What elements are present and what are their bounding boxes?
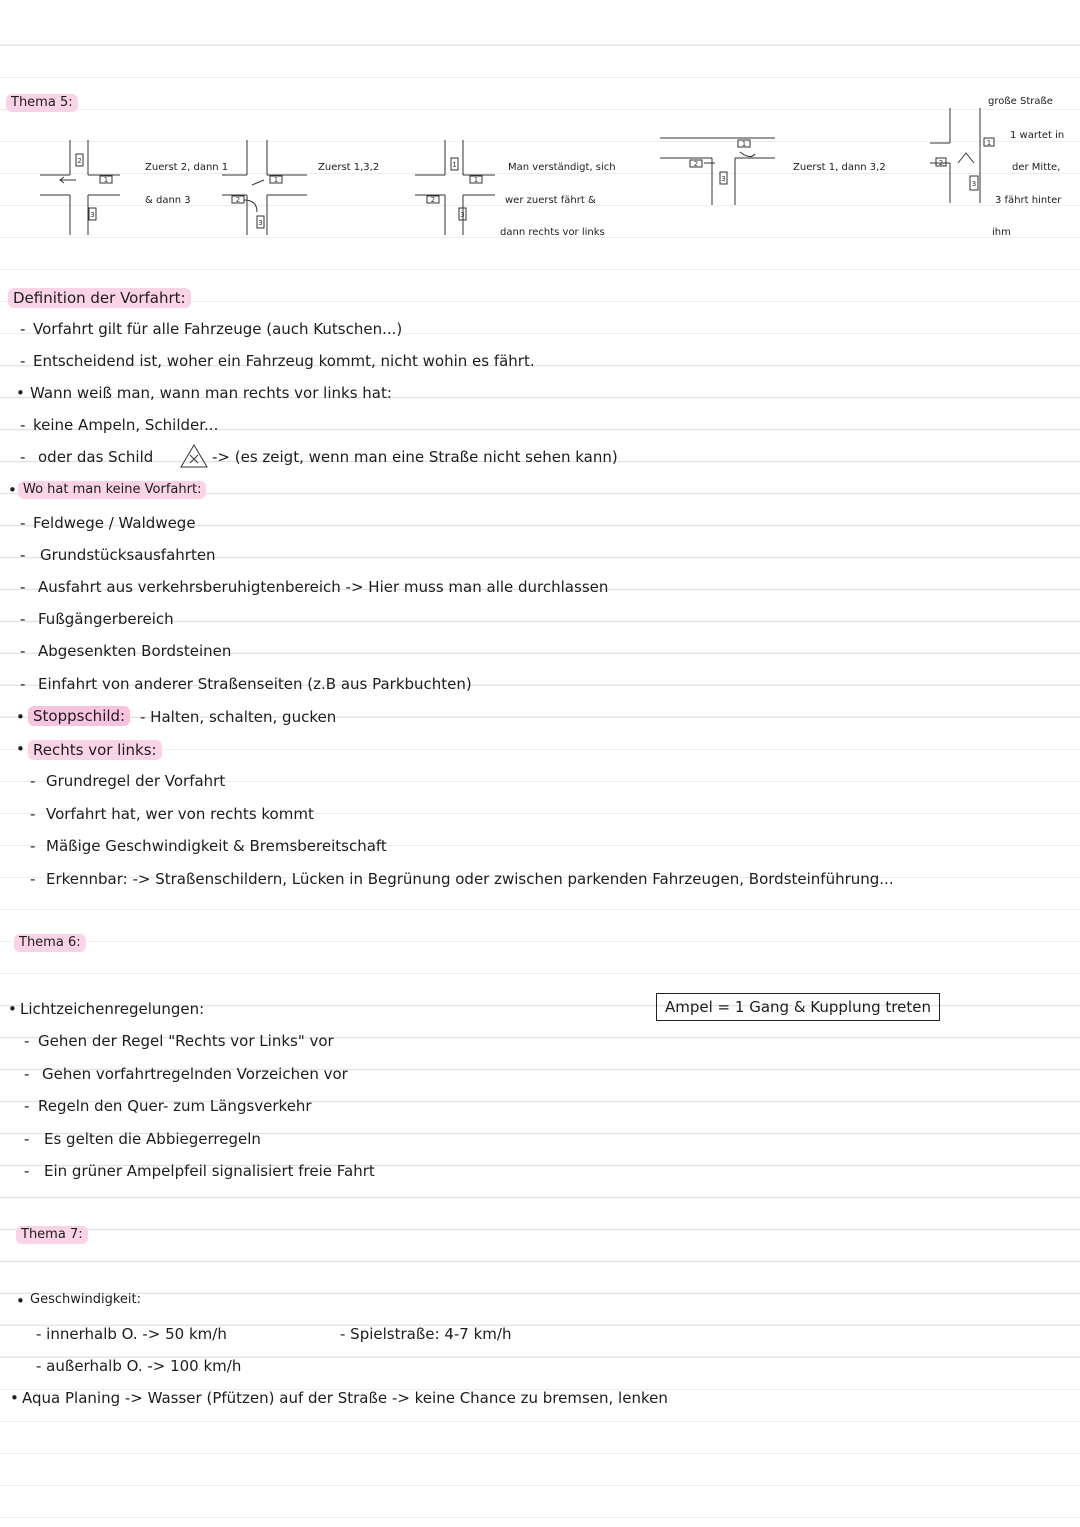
intersection-diagram-1 [40,140,130,240]
rvl-item: Mäßige Geschwindigkeit & Bremsbereitschaft [46,837,387,855]
car-number-label: 3 [460,211,465,219]
no-priority-item: Einfahrt von anderer Straßenseiten (z.B aus Parkbuchten) [38,675,472,693]
car-number-label: 3 [90,211,95,219]
car-number-label: 2 [430,196,436,204]
def-line-1: Vorfahrt gilt für alle Fahrzeuge (auch Kutschen...) [33,320,403,338]
car-number-label: 2 [693,160,699,168]
aquaplaning-note: Aqua Planing -> Wasser (Pfützen) auf der Straße -> keine Chance zu bremsen, lenken [22,1389,668,1407]
diagram-3-text-3: dann rechts vor links [500,227,605,238]
stop-sign-text: - Halten, schalten, gucken [140,708,337,726]
car-number-label: 1 [473,176,479,184]
def-line-4: keine Ampeln, Schilder... [33,416,219,434]
car-number-label: 3 [971,180,977,188]
no-priority-item: Feldwege / Waldwege [33,514,196,532]
car-number-label: 3 [721,175,726,183]
speed-outside-town: - außerhalb O. -> 100 km/h [36,1357,242,1375]
intersection-diagram-5 [930,108,1000,208]
diagram-1-text-1: Zuerst 2, dann 1 [145,162,229,173]
car-number-label: 1 [103,176,109,184]
car-number-label: 1 [741,140,747,148]
no-priority-item: Fußgängerbereich [38,610,174,628]
thema6-title: Thema 6: [14,934,86,952]
no-priority-item: Ausfahrt aus verkehrsberuhigtenbereich -> Hier muss man alle durchlassen [38,578,609,596]
speed-play-street: - Spielstraße: 4-7 km/h [340,1325,512,1343]
intersection-diagram-2 [222,140,312,240]
car-number-label: 3 [258,219,263,227]
car-number-label: 2 [235,196,241,204]
diagram-1-text-2: & dann 3 [145,195,191,206]
speed-heading: Geschwindigkeit: [30,1292,141,1307]
diagram-5-text-3: der Mitte, [1012,162,1061,173]
thema7-title: Thema 7: [16,1226,88,1244]
rvl-item: Erkennbar: -> Straßenschildern, Lücken in Begrünung oder zwischen parkenden Fahrzeugen, Bordsteinführung... [46,870,894,888]
diagram-5-text-1: große Straße [988,96,1053,107]
traffic-light-heading: Lichtzeichenregelungen: [20,1000,205,1018]
car-number-label: 1 [986,139,992,147]
no-priority-heading: Wo hat man keine Vorfahrt: [18,481,206,499]
speed-inside-town: - innerhalb O. -> 50 km/h [36,1325,227,1343]
car-number-label: 2 [77,157,82,165]
diagram-3-text-2: wer zuerst fährt & [505,195,596,206]
car-number-label: 1 [452,161,457,169]
intersection-diagram-4 [660,130,780,210]
rvl-item: Grundregel der Vorfahrt [46,772,226,790]
diagram-4-text: Zuerst 1, dann 3,2 [793,162,886,173]
intersection-diagram-3 [415,140,505,240]
car-number-label: 1 [273,176,279,184]
definition-heading: Definition der Vorfahrt: [8,288,191,308]
def-line-6: -> (es zeigt, wenn man eine Straße nicht sehen kann) [212,448,618,466]
traffic-light-item: Ein grüner Ampelpfeil signalisiert freie Fahrt [44,1162,375,1180]
thema5-title: Thema 5: [6,94,78,112]
rvl-item: Vorfahrt hat, wer von rechts kommt [46,805,314,823]
traffic-light-note-box: Ampel = 1 Gang & Kupplung treten [656,993,940,1021]
diagram-2-text: Zuerst 1,3,2 [318,162,380,173]
diagram-3-text-1: Man verständigt, sich [508,162,616,173]
traffic-light-item: Gehen vorfahrtregelnden Vorzeichen vor [42,1065,348,1083]
def-line-3: Wann weiß man, wann man rechts vor links hat: [30,384,392,402]
traffic-light-item: Regeln den Quer- zum Längsverkehr [38,1097,312,1115]
car-number-label: 2 [938,159,944,167]
traffic-light-item: Es gelten die Abbiegerregeln [44,1130,261,1148]
right-before-left-label: Rechts vor links: [28,740,162,760]
diagram-5-text-4: 3 fährt hinter [995,195,1062,206]
stop-sign-label: Stoppschild: [28,706,130,726]
warning-sign-icon [180,443,210,469]
no-priority-item: Grundstücksausfahrten [40,546,216,564]
no-priority-item: Abgesenkten Bordsteinen [38,642,232,660]
traffic-light-item: Gehen der Regel "Rechts vor Links" vor [38,1032,334,1050]
diagram-5-text-5: ihm [992,227,1011,238]
def-line-2: Entscheidend ist, woher ein Fahrzeug kommt, nicht wohin es fährt. [33,352,535,370]
diagram-5-text-2: 1 wartet in [1010,130,1065,141]
def-line-5: oder das Schild [38,448,154,466]
